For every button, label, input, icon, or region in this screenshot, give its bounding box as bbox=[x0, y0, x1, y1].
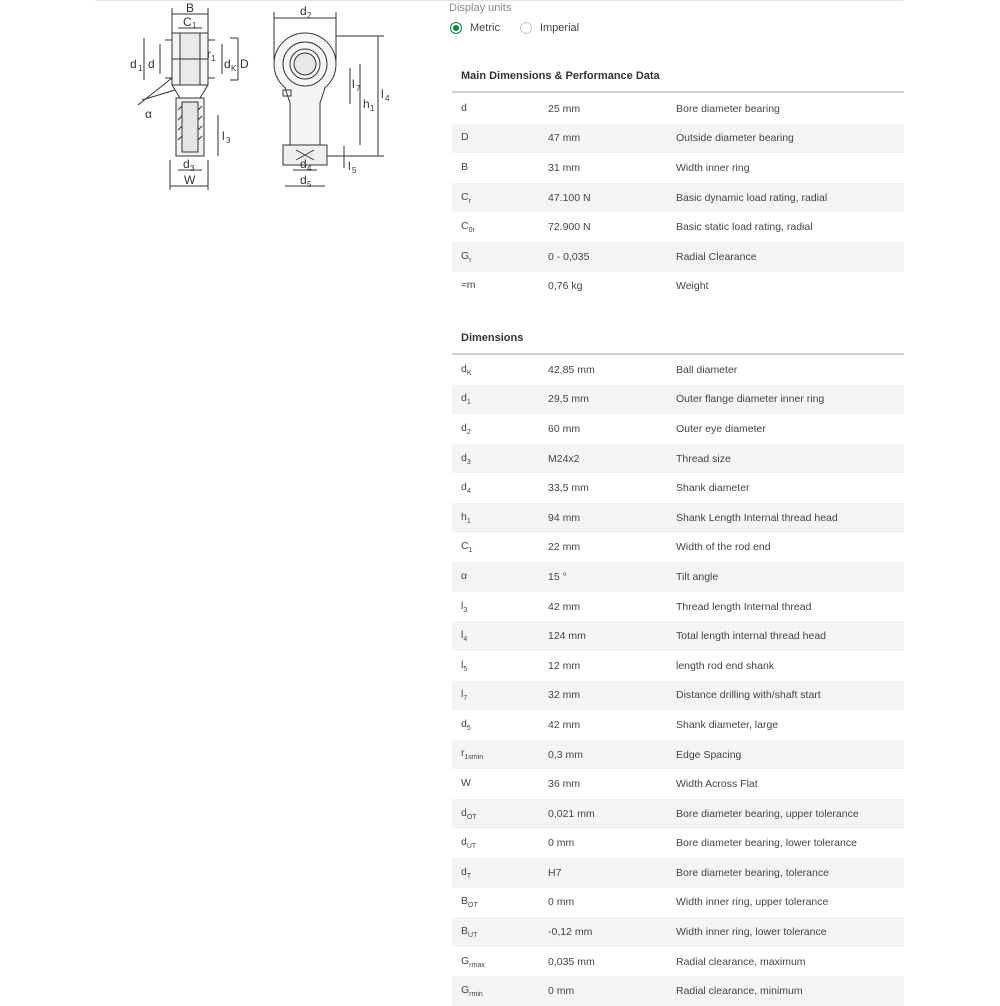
main-dimensions-divider bbox=[452, 91, 904, 93]
row-symbol bbox=[452, 422, 548, 436]
row-symbol bbox=[452, 984, 548, 998]
symbol-subscript: 3 bbox=[466, 458, 471, 466]
row-value: 0 - 0,035 bbox=[548, 250, 590, 263]
symbol-text: d bbox=[461, 806, 467, 819]
label-h1: h bbox=[363, 97, 370, 111]
row-value: 42,85 mm bbox=[548, 363, 595, 376]
label-d5: d bbox=[300, 173, 307, 187]
row-symbol bbox=[452, 102, 548, 116]
table-row bbox=[452, 183, 904, 213]
row-value: 15 ° bbox=[548, 570, 567, 583]
row-description: Distance drilling with/shaft start bbox=[676, 689, 821, 702]
dimensions-section-title: Dimensions bbox=[461, 332, 524, 344]
table-row bbox=[452, 651, 904, 681]
symbol-text: B bbox=[461, 925, 469, 938]
table-row bbox=[452, 242, 904, 272]
row-value: 29,5 mm bbox=[548, 393, 589, 406]
symbol-subscript: 3 bbox=[463, 606, 468, 614]
row-description: Outside diameter bearing bbox=[676, 132, 794, 145]
table-row bbox=[452, 799, 904, 829]
table-row bbox=[452, 385, 904, 415]
row-symbol bbox=[452, 600, 548, 614]
label-C1-sub: 1 bbox=[192, 21, 197, 30]
metric-radio[interactable] bbox=[450, 22, 500, 34]
symbol-text: B bbox=[461, 160, 469, 173]
row-description: Basic dynamic load rating, radial bbox=[676, 191, 828, 204]
symbol-text: C bbox=[461, 190, 469, 203]
row-value: 0 mm bbox=[548, 896, 575, 909]
row-description: Bore diameter bearing bbox=[676, 102, 780, 115]
label-r1-sub: 1 bbox=[211, 54, 216, 63]
symbol-subscript: rmax bbox=[469, 961, 485, 969]
table-row bbox=[452, 124, 904, 154]
row-symbol bbox=[452, 131, 548, 145]
symbol-text: C bbox=[461, 220, 469, 233]
label-D: D bbox=[240, 57, 249, 71]
metric-radio-label[interactable]: Metric bbox=[470, 22, 500, 34]
label-d2-sub: 2 bbox=[307, 11, 312, 20]
table-row bbox=[452, 212, 904, 242]
table-row bbox=[452, 272, 904, 302]
row-symbol bbox=[452, 955, 548, 969]
row-symbol bbox=[452, 925, 548, 939]
symbol-subscript: 1 bbox=[466, 517, 471, 525]
technical-drawing bbox=[0, 0, 440, 200]
row-value: 124 mm bbox=[548, 630, 586, 643]
label-d: d bbox=[148, 57, 155, 71]
label-d2: d bbox=[300, 4, 307, 18]
label-d4-sub: 4 bbox=[307, 164, 312, 173]
symbol-text: W bbox=[461, 777, 471, 790]
symbol-subscript: r bbox=[468, 197, 471, 205]
row-value: 32 mm bbox=[548, 689, 581, 702]
row-description: Width of the rod end bbox=[676, 541, 771, 554]
symbol-text: d bbox=[461, 865, 467, 878]
row-value: 42 mm bbox=[548, 718, 581, 731]
symbol-subscript: r bbox=[469, 256, 472, 264]
table-row bbox=[452, 533, 904, 563]
row-value: 0,035 mm bbox=[548, 955, 595, 968]
label-B: B bbox=[186, 1, 195, 15]
table-row bbox=[452, 503, 904, 533]
row-value: 47 mm bbox=[548, 132, 581, 145]
row-symbol bbox=[452, 570, 548, 584]
row-value: 0 mm bbox=[548, 985, 575, 998]
imperial-radio-label[interactable]: Imperial bbox=[539, 22, 580, 34]
symbol-subscript: 5 bbox=[463, 665, 468, 673]
symbol-text: d bbox=[461, 481, 467, 494]
row-description: Total length internal thread head bbox=[676, 630, 827, 643]
label-h1-sub: 1 bbox=[370, 104, 375, 113]
table-row bbox=[452, 414, 904, 444]
table-row bbox=[452, 829, 904, 859]
row-value: 22 mm bbox=[548, 541, 581, 554]
row-description: Thread size bbox=[676, 452, 731, 465]
table-row bbox=[452, 888, 904, 918]
symbol-subscript: 1 bbox=[468, 547, 473, 555]
symbol-text: ≈m bbox=[461, 279, 476, 292]
symbol-subscript: OT bbox=[468, 902, 478, 910]
table-row bbox=[452, 562, 904, 592]
row-description: Radial Clearance bbox=[676, 250, 757, 263]
row-description: Width inner ring, upper tolerance bbox=[676, 896, 829, 909]
symbol-text: d bbox=[461, 421, 467, 434]
row-symbol bbox=[452, 363, 548, 377]
symbol-subscript: 5 bbox=[466, 724, 471, 732]
symbol-text: G bbox=[461, 954, 470, 967]
row-value: -0,12 mm bbox=[548, 926, 593, 939]
label-d3-sub: 3 bbox=[190, 164, 195, 173]
row-symbol bbox=[452, 629, 548, 643]
dimensions-table bbox=[452, 355, 904, 1006]
table-row bbox=[452, 947, 904, 977]
row-description: Weight bbox=[676, 280, 709, 293]
row-symbol bbox=[452, 747, 548, 761]
row-description: Width Across Flat bbox=[676, 778, 758, 791]
row-value: 0 mm bbox=[548, 837, 575, 850]
main-dimensions-table bbox=[452, 94, 904, 301]
symbol-text: C bbox=[461, 540, 469, 553]
row-description: Shank diameter bbox=[676, 482, 750, 495]
label-d4: d bbox=[300, 157, 307, 171]
row-description: length rod end shank bbox=[676, 659, 775, 672]
symbol-text: d bbox=[461, 836, 467, 849]
row-value: M24x2 bbox=[548, 452, 580, 465]
label-l5: l bbox=[348, 159, 351, 173]
label-alpha: α bbox=[145, 107, 152, 121]
imperial-radio[interactable] bbox=[520, 22, 579, 34]
symbol-subscript: 0r bbox=[468, 227, 475, 235]
row-value: 60 mm bbox=[548, 422, 581, 435]
row-symbol bbox=[452, 688, 548, 702]
row-description: Bore diameter bearing, upper tolerance bbox=[676, 807, 859, 820]
row-symbol bbox=[452, 191, 548, 205]
table-row bbox=[452, 473, 904, 503]
symbol-subscript: UT bbox=[466, 843, 477, 851]
row-value: H7 bbox=[548, 866, 562, 879]
row-value: 12 mm bbox=[548, 659, 581, 672]
row-symbol bbox=[452, 452, 548, 466]
metric-radio-circle[interactable] bbox=[450, 22, 462, 34]
table-row bbox=[452, 444, 904, 474]
row-symbol bbox=[452, 392, 548, 406]
label-d5-sub: 5 bbox=[307, 180, 312, 189]
symbol-subscript: 4 bbox=[466, 488, 471, 496]
row-value: 0,021 mm bbox=[548, 807, 595, 820]
row-description: Outer flange diameter inner ring bbox=[676, 393, 825, 406]
row-symbol bbox=[452, 895, 548, 909]
row-symbol bbox=[452, 279, 548, 293]
symbol-text: d bbox=[461, 101, 467, 114]
table-row bbox=[452, 858, 904, 888]
symbol-subscript: T bbox=[466, 872, 472, 880]
row-description: Outer eye diameter bbox=[676, 422, 766, 435]
symbol-subscript: 1smin bbox=[464, 754, 484, 762]
symbol-subscript: 2 bbox=[466, 429, 471, 437]
symbol-subscript: K bbox=[466, 369, 472, 377]
label-l3-sub: 3 bbox=[226, 136, 231, 145]
symbol-text: G bbox=[461, 249, 470, 262]
row-symbol bbox=[452, 540, 548, 554]
symbol-text: l bbox=[461, 688, 464, 701]
label-dK-sub: K bbox=[231, 64, 237, 73]
label-C1: C bbox=[183, 15, 192, 29]
label-d3: d bbox=[183, 157, 190, 171]
table-row bbox=[452, 681, 904, 711]
row-value: 47.100 N bbox=[548, 191, 591, 204]
label-l3: l bbox=[222, 129, 225, 143]
table-row bbox=[452, 976, 904, 1006]
row-description: Basic static load rating, radial bbox=[676, 221, 813, 234]
table-row bbox=[452, 917, 904, 947]
row-description: Radial clearance, minimum bbox=[676, 985, 803, 998]
row-description: Bore diameter bearing, tolerance bbox=[676, 866, 829, 879]
symbol-subscript: 1 bbox=[466, 399, 471, 407]
table-row bbox=[452, 153, 904, 183]
row-symbol bbox=[452, 659, 548, 673]
label-l4-sub: 4 bbox=[385, 94, 390, 103]
symbol-text: D bbox=[461, 131, 469, 144]
symbol-text: d bbox=[461, 717, 467, 730]
symbol-subscript: OT bbox=[466, 813, 477, 821]
row-description: Shank Length Internal thread head bbox=[676, 511, 838, 524]
row-description: Tilt angle bbox=[676, 570, 719, 583]
label-dK: d bbox=[224, 57, 231, 71]
display-units-label: Display units bbox=[449, 2, 512, 14]
symbol-text: B bbox=[461, 895, 469, 908]
row-description: Ball diameter bbox=[676, 363, 738, 376]
row-value: 72.900 N bbox=[548, 221, 591, 234]
table-row bbox=[452, 94, 904, 124]
row-value: 0,76 kg bbox=[548, 280, 583, 293]
label-d1-sub: 1 bbox=[138, 64, 143, 73]
row-description: Width inner ring bbox=[676, 161, 750, 174]
symbol-text: r bbox=[461, 747, 465, 760]
symbol-subscript: rmin bbox=[469, 991, 483, 999]
symbol-text: h bbox=[461, 510, 467, 523]
row-description: Radial clearance, maximum bbox=[676, 955, 806, 968]
label-W: W bbox=[184, 173, 196, 187]
symbol-text: d bbox=[461, 451, 467, 464]
row-description: Width inner ring, lower tolerance bbox=[676, 926, 827, 939]
row-value: 0,3 mm bbox=[548, 748, 584, 761]
symbol-subscript: 7 bbox=[463, 695, 468, 703]
row-symbol bbox=[452, 718, 548, 732]
row-description: Thread length Internal thread bbox=[676, 600, 812, 613]
row-symbol bbox=[452, 161, 548, 175]
row-description: Bore diameter bearing, lower tolerance bbox=[676, 837, 857, 850]
symbol-text: α bbox=[461, 569, 468, 582]
row-symbol bbox=[452, 220, 548, 234]
row-symbol bbox=[452, 250, 548, 264]
label-l5-sub: 5 bbox=[352, 166, 357, 175]
table-row bbox=[452, 769, 904, 799]
table-row bbox=[452, 592, 904, 622]
row-symbol bbox=[452, 866, 548, 880]
label-r1: r bbox=[207, 47, 211, 61]
row-symbol bbox=[452, 511, 548, 525]
label-l7: l bbox=[352, 77, 355, 91]
table-row bbox=[452, 740, 904, 770]
row-symbol bbox=[452, 777, 548, 791]
row-value: 31 mm bbox=[548, 161, 581, 174]
symbol-text: l bbox=[461, 599, 464, 612]
row-value: 36 mm bbox=[548, 778, 581, 791]
symbol-subscript: 4 bbox=[463, 636, 468, 644]
row-description: Shank diameter, large bbox=[676, 718, 779, 731]
table-row bbox=[452, 621, 904, 651]
symbol-text: d bbox=[461, 392, 467, 405]
row-description: Edge Spacing bbox=[676, 748, 742, 761]
imperial-radio-circle[interactable] bbox=[520, 22, 532, 34]
display-units-radio-group bbox=[450, 22, 599, 34]
row-symbol bbox=[452, 481, 548, 495]
symbol-subscript: UT bbox=[468, 932, 478, 940]
row-value: 94 mm bbox=[548, 511, 581, 524]
label-l7-sub: 7 bbox=[356, 84, 361, 93]
row-symbol bbox=[452, 807, 548, 821]
symbol-text: l bbox=[461, 629, 464, 642]
label-l4: l bbox=[381, 87, 384, 101]
table-row bbox=[452, 710, 904, 740]
main-dimensions-section-title: Main Dimensions & Performance Data bbox=[461, 70, 660, 82]
symbol-text: l bbox=[461, 658, 464, 671]
row-value: 42 mm bbox=[548, 600, 581, 613]
table-row bbox=[452, 355, 904, 385]
label-d1: d bbox=[130, 57, 137, 71]
row-value: 25 mm bbox=[548, 102, 581, 115]
symbol-text: G bbox=[461, 984, 470, 997]
row-symbol bbox=[452, 836, 548, 850]
row-value: 33,5 mm bbox=[548, 482, 589, 495]
symbol-text: d bbox=[461, 362, 467, 375]
